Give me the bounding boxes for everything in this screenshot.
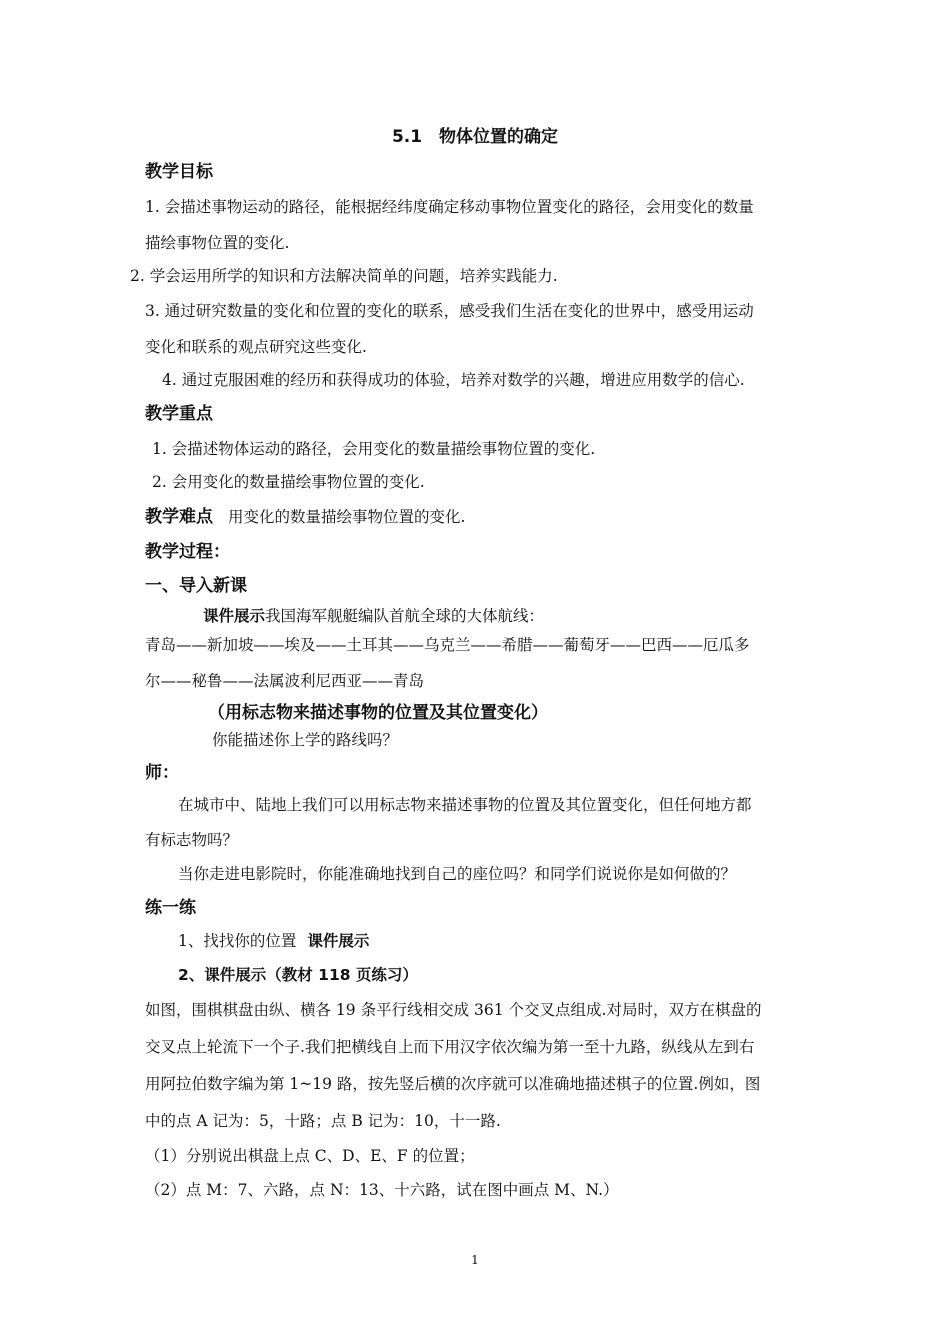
practice-item-1 [178,931,369,951]
objective-3: 3. 通过研究数量的变化和位置的变化的联系，感受我们生活在变化的世界中，感受用运动 [145,302,754,320]
section-heading-process: 教学过程： [145,542,230,562]
practice-item-2: 2、课件展示（教材 118 页练习） [178,966,418,984]
section-heading-objectives: 教学目标 [145,162,213,182]
teacher-paragraph-1-cont: 有标志物吗？ [145,831,239,849]
practice-item-1-text: 1、找找你的位置 [178,932,297,950]
practice-item-1-label: 课件展示 [307,932,370,950]
landmark-note: （用标志物来描述事物的位置及其位置变化） [208,703,548,723]
difficulty-text: 用变化的数量描绘事物位置的变化. [227,508,466,526]
objective-4: 4. 通过克服困难的经历和获得成功的体验，培养对数学的兴趣，增进应用数学的信心. [162,371,745,389]
objective-3-cont: 变化和联系的观点研究这些变化. [145,338,367,356]
section-heading-difficulty: 教学难点 [145,507,213,527]
question-1: （1）分别说出棋盘上点 C、D、E、F 的位置； [145,1147,475,1165]
teacher-paragraph-2: 当你走进电影院时，你能准确地找到自己的座位吗？和同学们说说你是如何做的？ [178,865,737,883]
key-point-1: 1. 会描述物体运动的路径，会用变化的数量描绘事物位置的变化. [152,440,596,458]
route-line-2: 尔——秘鲁——法属波利尼西亚——青岛 [145,672,425,690]
go-board-paragraph-4: 中的点 A 记为：5，十路；点 B 记为：10，十一路. [145,1112,501,1130]
page-title: 5.1 物体位置的确定 [391,127,559,147]
route-question: 你能描述你上学的路线吗？ [212,731,399,749]
section-heading-key-points: 教学重点 [145,404,213,424]
courseware-text: 我国海军舰艇编队首航全球的大体航线： [265,607,545,625]
go-board-paragraph-2: 交叉点上轮流下一个子.我们把横线自上而下用汉字依次编为第一至十九路，纵线从左到右 [145,1038,755,1056]
difficulty-line [145,507,465,527]
route-line-1: 青岛——新加坡——埃及——土耳其——乌克兰——希腊——葡萄牙——巴西——厄瓜多 [145,636,750,654]
question-2: （2）点 M：7、六路，点 N：13、十六路，试在图中画点 M、N.） [145,1181,619,1199]
page-number: 1 [471,1253,479,1267]
section-heading-intro: 一、导入新课 [145,576,247,596]
courseware-line [203,606,544,626]
go-board-paragraph-1: 如图，围棋棋盘由纵、横各 19 条平行线相交成 361 个交叉点组成.对局时，双方在棋盘的 [145,1001,762,1019]
go-board-paragraph-3: 用阿拉伯数字编为第 1~19 路，按先竖后横的次序就可以准确地描述棋子的位置.例如，图 [145,1075,761,1093]
practice-heading: 练一练 [145,898,196,918]
key-point-2: 2. 会用变化的数量描绘事物位置的变化. [152,473,425,491]
teacher-heading: 师： [145,763,179,783]
courseware-label: 课件展示 [203,607,266,625]
objective-1-cont: 描绘事物位置的变化. [145,234,290,252]
teacher-paragraph-1: 在城市中、陆地上我们可以用标志物来描述事物的位置及其位置变化，但任何地方都 [178,796,752,814]
objective-2: 2. 学会运用所学的知识和方法解决简单的问题，培养实践能力. [130,267,558,285]
objective-1: 1. 会描述事物运动的路径，能根据经纬度确定移动事物位置变化的路径，会用变化的数量 [145,198,754,216]
